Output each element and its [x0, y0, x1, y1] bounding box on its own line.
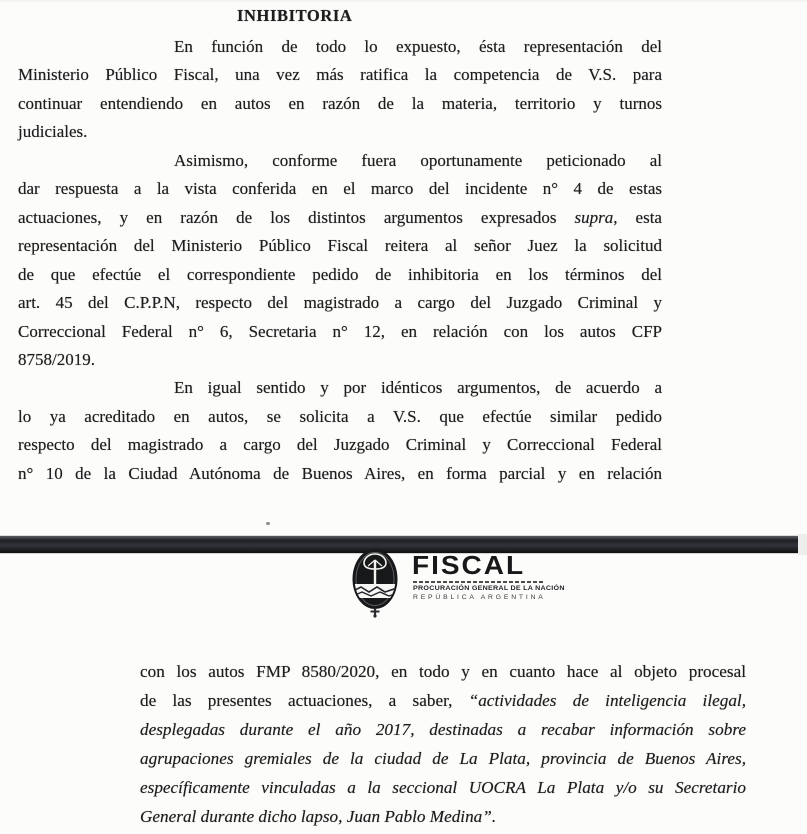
scan-top-edge: [0, 0, 807, 2]
page1-text-block: [18, 33, 662, 488]
doc-line: Correccional Federal n° 6, Secretaria n° 12, en relación con los autos CFP: [18, 321, 662, 341]
doc-line: lo ya acreditado en autos, se solicita a V.S. que efectúe similar pedido: [18, 406, 662, 426]
page2-text-block: [140, 657, 746, 831]
section-title: INHIBITORIA: [237, 6, 353, 25]
doc-line: continuar entendiendo en autos en razón de la materia, territorio y turnos: [18, 93, 662, 113]
doc-line: En función de todo lo expuesto, ésta representación del: [174, 37, 662, 56]
page-separator-right-edge: [798, 534, 807, 555]
doc-line: con los autos FMP 8580/2020, en todo y en cuanto hace al objeto procesal: [140, 662, 746, 681]
letterhead-subtitle-2: REPÚBLICA ARGENTINA: [413, 594, 546, 601]
mpf-shield-icon: [351, 548, 399, 618]
doc-line: representación del Ministerio Público Fiscal reitera al señor Juez la solicitud: [18, 236, 662, 256]
page-separator-band: [0, 536, 798, 553]
doc-line: Asimismo, conforme fuera oportunamente peticionado al: [174, 150, 662, 170]
doc-line: judiciales.: [18, 122, 88, 142]
doc-line: 8758/2019.: [18, 349, 95, 369]
scan-artifact-dot: [266, 522, 270, 525]
doc-line: General durante dicho lapso, Juan Pablo Medina”.: [140, 807, 497, 826]
fiscal-wordmark: FISCAL: [412, 551, 526, 580]
doc-line: art. 45 del C.P.P.N, respecto del magistrado a cargo del Juzgado Criminal y: [18, 293, 662, 313]
doc-line: desplegadas durante el año 2017, destinadas a recabar información sobre: [140, 720, 746, 739]
shield-base-ornament: [371, 608, 380, 618]
micro-text-line: [413, 581, 543, 583]
doc-line: dar respuesta a la vista conferida en el marco del incidente n° 4 de estas: [18, 179, 662, 199]
doc-line: respecto del magistrado a cargo del Juzgado Criminal y Correccional Federal: [18, 435, 662, 455]
letterhead-subtitle-1: PROCURACIÓN GENERAL DE LA NACIÓN: [413, 585, 565, 592]
doc-line: de las presentes actuaciones, a saber, “actividades de inteligencia ilegal,: [140, 691, 746, 710]
doc-line: actuaciones, y en razón de los distintos argumentos expresados supra, esta: [18, 207, 662, 227]
doc-line: Ministerio Público Fiscal, una vez más ratifica la competencia de V.S. para: [18, 65, 662, 85]
doc-line: n° 10 de la Ciudad Autónoma de Buenos Aires, en forma parcial y en relación: [18, 463, 662, 483]
doc-line: En igual sentido y por idénticos argumentos, de acuerdo a: [174, 378, 662, 398]
doc-line: de que efectúe el correspondiente pedido de inhibitoria en los términos del: [18, 264, 662, 284]
doc-line: específicamente vinculadas a la seccional UOCRA La Plata y/o su Secretario: [140, 778, 746, 797]
doc-line: agrupaciones gremiales de la ciudad de La Plata, provincia de Buenos Aires,: [140, 749, 746, 768]
